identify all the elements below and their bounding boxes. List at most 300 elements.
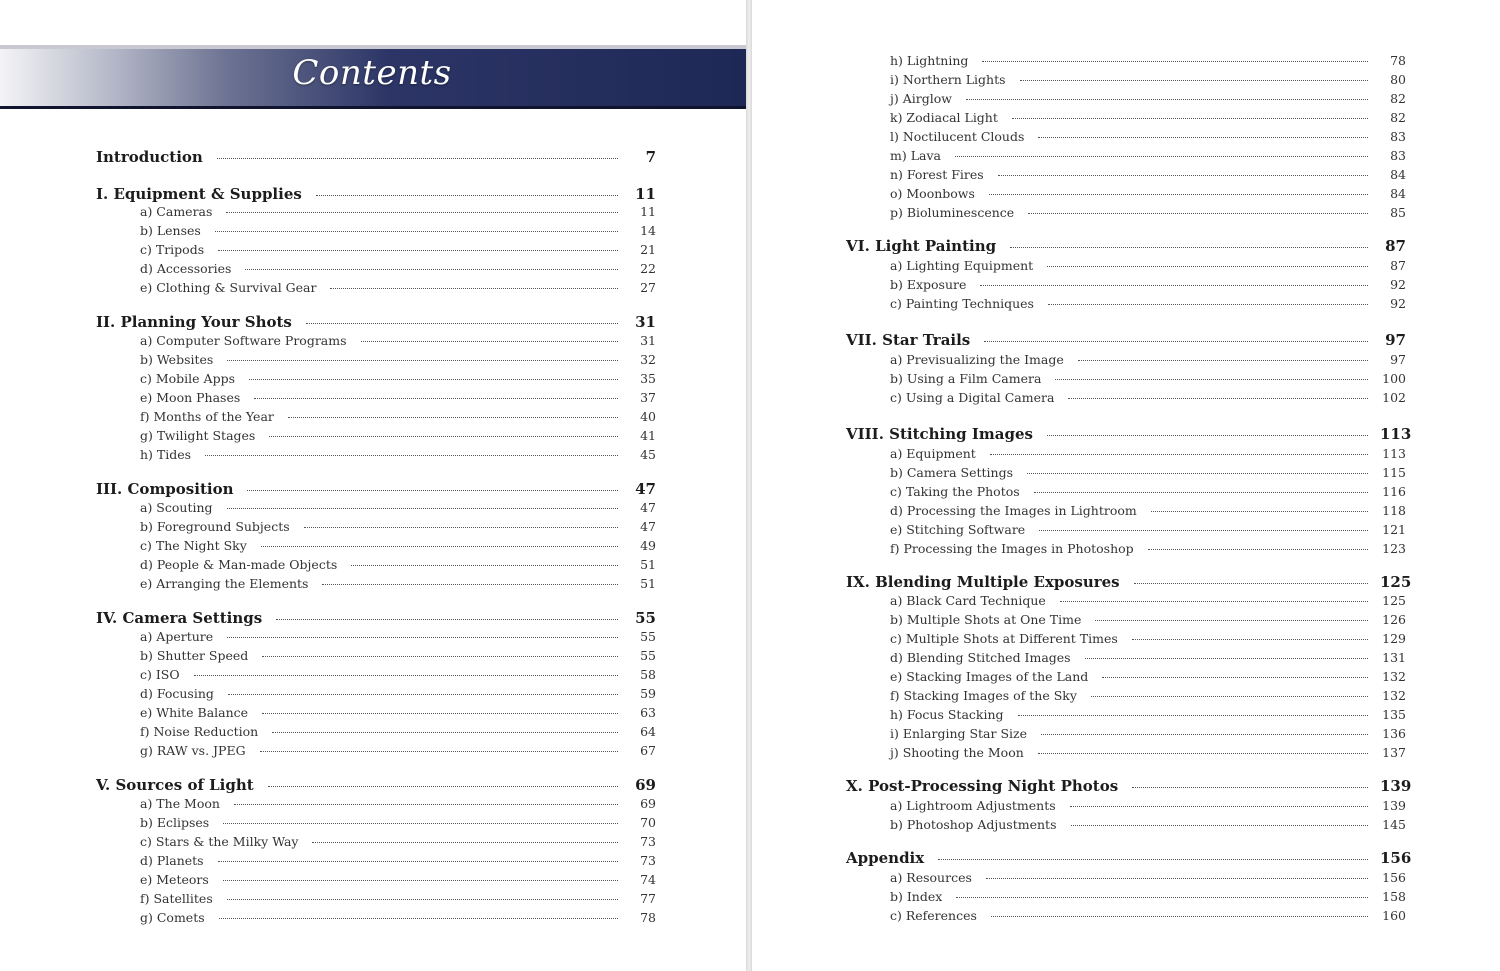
dot-leader: [938, 859, 1368, 860]
toc-section-row[interactable]: [96, 409, 656, 427]
toc-entry-title: c) References: [890, 908, 977, 923]
toc-entry-title: b) Shutter Speed: [140, 648, 249, 663]
dot-leader: [304, 527, 618, 528]
dot-leader: [1038, 137, 1368, 138]
page-number: 11: [640, 204, 656, 219]
dot-leader: [306, 323, 618, 324]
toc-section-row[interactable]: [96, 557, 656, 575]
toc-entry-title: b) Camera Settings: [890, 465, 1013, 480]
toc-section-row[interactable]: [96, 705, 656, 723]
toc-chapter-row[interactable]: [846, 573, 1412, 591]
page-number: 84: [1390, 167, 1406, 182]
toc-section-row[interactable]: [846, 707, 1406, 725]
page-number: 118: [1382, 503, 1406, 518]
toc-section-row[interactable]: [846, 371, 1406, 389]
toc-section-row[interactable]: [846, 129, 1406, 147]
toc-entry-title: g) Twilight Stages: [140, 428, 256, 443]
dot-leader: [205, 455, 618, 456]
toc-entry-title: i) Enlarging Star Size: [890, 726, 1028, 741]
page-number: 45: [640, 447, 656, 462]
page-number: 55: [640, 648, 656, 663]
dot-leader: [1047, 435, 1368, 436]
toc-entry-title: a) Aperture: [140, 629, 214, 644]
page-number: 113: [1380, 425, 1412, 443]
page-number: 87: [1390, 258, 1406, 273]
toc-entry-title: IX. Blending Multiple Exposures: [846, 573, 1120, 591]
page-number: 64: [640, 724, 656, 739]
toc-entry-title: c) Painting Techniques: [890, 296, 1034, 311]
toc-entry-title: c) Multiple Shots at Different Times: [890, 631, 1118, 646]
dot-leader: [268, 786, 618, 787]
dot-leader: [998, 175, 1368, 176]
toc-entry-title: h) Focus Stacking: [890, 707, 1004, 722]
toc-section-row[interactable]: [846, 72, 1406, 90]
toc-entry-title: a) Previsualizing the Image: [890, 352, 1064, 367]
toc-entry-title: n) Forest Fires: [890, 167, 984, 182]
toc-entry-title: c) Tripods: [140, 242, 205, 257]
toc-section-row[interactable]: [96, 853, 656, 871]
page-number: 77: [640, 891, 656, 906]
toc-section-row[interactable]: [846, 669, 1406, 687]
page-number: 85: [1390, 205, 1406, 220]
toc-entry-title: f) Satellites: [140, 891, 213, 906]
toc-section-row[interactable]: [846, 631, 1406, 649]
page-number: 131: [1382, 650, 1406, 665]
dot-leader: [261, 546, 618, 547]
toc-entry-title: j) Shooting the Moon: [890, 745, 1024, 760]
dot-leader: [1020, 80, 1368, 81]
toc-section-row[interactable]: [846, 726, 1406, 744]
toc-chapter-row[interactable]: [96, 185, 656, 203]
dot-leader: [260, 751, 618, 752]
toc-entry-title: IV. Camera Settings: [96, 609, 263, 627]
toc-section-row[interactable]: [846, 167, 1406, 185]
page-number: 139: [1380, 777, 1412, 795]
dot-leader: [262, 656, 618, 657]
dot-leader: [322, 584, 618, 585]
toc-entry-title: c) ISO: [140, 667, 180, 682]
page-number: 73: [640, 853, 656, 868]
dot-leader: [312, 842, 618, 843]
toc-section-row[interactable]: [846, 53, 1406, 71]
page-number: 74: [640, 872, 656, 887]
dot-leader: [1070, 806, 1368, 807]
page-title: Contents: [292, 53, 452, 93]
page-number: 47: [640, 519, 656, 534]
page-number: 73: [640, 834, 656, 849]
toc-entry-title: I. Equipment & Supplies: [96, 185, 302, 203]
toc-section-row[interactable]: [96, 428, 656, 446]
dot-leader: [1047, 266, 1368, 267]
toc-section-row[interactable]: [96, 872, 656, 890]
toc-entry-title: l) Noctilucent Clouds: [890, 129, 1025, 144]
page-number: 32: [640, 352, 656, 367]
toc-entry-title: h) Lightning: [890, 53, 969, 68]
toc-entry-title: e) Stitching Software: [890, 522, 1026, 537]
toc-entry-title: b) Foreground Subjects: [140, 519, 290, 534]
dot-leader: [1041, 734, 1368, 735]
dot-leader: [1060, 601, 1368, 602]
toc-section-row[interactable]: [846, 503, 1406, 521]
dot-leader: [1055, 379, 1368, 380]
toc-entry-title: f) Noise Reduction: [140, 724, 259, 739]
toc-section-row[interactable]: [96, 390, 656, 408]
toc-entry-title: k) Zodiacal Light: [890, 110, 998, 125]
dot-leader: [1132, 639, 1368, 640]
left-page: [0, 0, 748, 971]
dot-leader: [227, 637, 618, 638]
toc-entry-title: d) Blending Stitched Images: [890, 650, 1071, 665]
toc-entry-title: a) Lighting Equipment: [890, 258, 1034, 273]
dot-leader: [1091, 696, 1368, 697]
dot-leader: [956, 897, 1368, 898]
toc-section-row[interactable]: [846, 277, 1406, 295]
dot-leader: [1151, 511, 1368, 512]
toc-section-row[interactable]: [846, 148, 1406, 166]
toc-section-row[interactable]: [96, 223, 656, 241]
dot-leader: [1028, 213, 1368, 214]
toc-entry-title: o) Moonbows: [890, 186, 975, 201]
toc-section-row[interactable]: [846, 593, 1406, 611]
dot-leader: [955, 156, 1368, 157]
dot-leader: [316, 195, 618, 196]
page-number: 84: [1390, 186, 1406, 201]
toc-section-row[interactable]: [846, 390, 1406, 408]
toc-section-row[interactable]: [846, 296, 1406, 314]
toc-entry-title: e) Moon Phases: [140, 390, 241, 405]
toc-left-column: [96, 0, 656, 971]
toc-section-row[interactable]: [96, 667, 656, 685]
toc-section-row[interactable]: [96, 261, 656, 279]
dot-leader: [234, 804, 618, 805]
toc-entry-title: m) Lava: [890, 148, 941, 163]
toc-section-row[interactable]: [846, 817, 1406, 835]
page-number: 55: [635, 609, 656, 627]
toc-section-row[interactable]: [96, 724, 656, 742]
dot-leader: [288, 417, 618, 418]
page-number: 31: [640, 333, 656, 348]
page-number: 92: [1390, 296, 1406, 311]
dot-leader: [990, 454, 1368, 455]
page-number: 83: [1390, 148, 1406, 163]
page-number: 27: [640, 280, 656, 295]
toc-entry-title: f) Processing the Images in Photoshop: [890, 541, 1134, 556]
toc-entry-title: g) Comets: [140, 910, 205, 925]
toc-chapter-row[interactable]: [96, 148, 656, 166]
toc-section-row[interactable]: [846, 612, 1406, 630]
dot-leader: [254, 398, 618, 399]
dot-leader: [984, 341, 1368, 342]
page-number: 41: [640, 428, 656, 443]
toc-section-row[interactable]: [96, 538, 656, 556]
page-number: 82: [1390, 91, 1406, 106]
dot-leader: [1132, 787, 1368, 788]
toc-section-row[interactable]: [846, 908, 1406, 926]
toc-section-row[interactable]: [846, 446, 1406, 464]
toc-entry-title: b) Photoshop Adjustments: [890, 817, 1057, 832]
page-number: 59: [640, 686, 656, 701]
toc-section-row[interactable]: [846, 688, 1406, 706]
toc-entry-title: a) Black Card Technique: [890, 593, 1046, 608]
toc-entry-title: d) Accessories: [140, 261, 232, 276]
page-number: 82: [1390, 110, 1406, 125]
toc-chapter-row[interactable]: [846, 237, 1406, 255]
right-page: [752, 0, 1500, 971]
page-number: 63: [640, 705, 656, 720]
page-number: 132: [1382, 669, 1406, 684]
toc-section-row[interactable]: [846, 205, 1406, 223]
page-number: 97: [1385, 331, 1406, 349]
toc-section-row[interactable]: [96, 796, 656, 814]
page-number: 125: [1382, 593, 1406, 608]
dot-leader: [218, 861, 618, 862]
toc-entry-title: a) Scouting: [140, 500, 213, 515]
page-number: 51: [640, 576, 656, 591]
toc-entry-title: e) Clothing & Survival Gear: [140, 280, 317, 295]
toc-section-row[interactable]: [96, 648, 656, 666]
dot-leader: [249, 379, 618, 380]
toc-entry-title: e) Meteors: [140, 872, 209, 887]
page-number: 37: [640, 390, 656, 405]
dot-leader: [276, 619, 618, 620]
page-number: 116: [1382, 484, 1406, 499]
toc-section-row[interactable]: [846, 745, 1406, 763]
toc-section-row[interactable]: [96, 686, 656, 704]
dot-leader: [1018, 715, 1368, 716]
dot-leader: [1071, 825, 1369, 826]
page-number: 55: [640, 629, 656, 644]
dot-leader: [218, 250, 618, 251]
toc-entry-title: VII. Star Trails: [846, 331, 971, 349]
dot-leader: [247, 490, 618, 491]
toc-entry-title: V. Sources of Light: [96, 776, 254, 794]
toc-entry-title: b) Multiple Shots at One Time: [890, 612, 1082, 627]
dot-leader: [1038, 753, 1368, 754]
page-number: 156: [1382, 870, 1406, 885]
toc-entry-title: c) Stars & the Milky Way: [140, 834, 299, 849]
toc-entry-title: b) Using a Film Camera: [890, 371, 1042, 386]
page-number: 123: [1382, 541, 1406, 556]
page-number: 51: [640, 557, 656, 572]
page-number: 78: [640, 910, 656, 925]
toc-chapter-row[interactable]: [846, 777, 1412, 795]
toc-chapter-row[interactable]: [96, 313, 656, 331]
toc-entry-title: c) Using a Digital Camera: [890, 390, 1055, 405]
toc-section-row[interactable]: [96, 629, 656, 647]
page-number: 69: [640, 796, 656, 811]
toc-section-row[interactable]: [846, 522, 1406, 540]
toc-section-row[interactable]: [846, 352, 1406, 370]
dot-leader: [228, 694, 618, 695]
page-number: 87: [1385, 237, 1406, 255]
toc-entry-title: c) Taking the Photos: [890, 484, 1020, 499]
dot-leader: [1095, 620, 1368, 621]
dot-leader: [361, 341, 618, 342]
toc-chapter-row[interactable]: [846, 331, 1406, 349]
toc-section-row[interactable]: [96, 204, 656, 222]
toc-entry-title: j) Airglow: [890, 91, 952, 106]
toc-section-row[interactable]: [846, 186, 1406, 204]
dot-leader: [1078, 360, 1368, 361]
toc-entry-title: d) People & Man-made Objects: [140, 557, 338, 572]
dot-leader: [215, 231, 618, 232]
dot-leader: [991, 916, 1368, 917]
page-number: 22: [640, 261, 656, 276]
toc-chapter-row[interactable]: [96, 609, 656, 627]
toc-section-row[interactable]: [96, 333, 656, 351]
dot-leader: [1148, 549, 1368, 550]
toc-entry-title: h) Tides: [140, 447, 192, 462]
toc-entry-title: p) Bioluminescence: [890, 205, 1015, 220]
page-number: 160: [1382, 908, 1406, 923]
toc-section-row[interactable]: [846, 91, 1406, 109]
toc-entry-title: f) Months of the Year: [140, 409, 274, 424]
page-number: 145: [1382, 817, 1406, 832]
dot-leader: [219, 918, 618, 919]
toc-entry-title: III. Composition: [96, 480, 234, 498]
toc-section-row[interactable]: [846, 110, 1406, 128]
toc-section-row[interactable]: [846, 541, 1406, 559]
dot-leader: [223, 880, 618, 881]
page-number: 121: [1382, 522, 1406, 537]
toc-entry-title: d) Planets: [140, 853, 204, 868]
toc-entry-title: c) The Night Sky: [140, 538, 247, 553]
page-number: 78: [1390, 53, 1406, 68]
dot-leader: [194, 675, 618, 676]
dot-leader: [245, 269, 618, 270]
page-number: 14: [640, 223, 656, 238]
toc-chapter-row[interactable]: [96, 480, 656, 498]
toc-entry-title: d) Processing the Images in Lightroom: [890, 503, 1137, 518]
dot-leader: [227, 360, 618, 361]
page-number: 126: [1382, 612, 1406, 627]
dot-leader: [330, 288, 618, 289]
toc-section-row[interactable]: [96, 743, 656, 761]
toc-entry-title: d) Focusing: [140, 686, 214, 701]
dot-leader: [1034, 492, 1368, 493]
toc-entry-title: a) The Moon: [140, 796, 220, 811]
toc-entry-title: a) Resources: [890, 870, 972, 885]
toc-entry-title: i) Northern Lights: [890, 72, 1006, 87]
dot-leader: [1068, 398, 1368, 399]
toc-entry-title: Introduction: [96, 148, 203, 166]
toc-section-row[interactable]: [96, 447, 656, 465]
toc-entry-title: a) Equipment: [890, 446, 976, 461]
toc-section-row[interactable]: [96, 519, 656, 537]
toc-chapter-row[interactable]: [96, 776, 656, 794]
dot-leader: [1012, 118, 1368, 119]
page-number: 129: [1382, 631, 1406, 646]
toc-entry-title: a) Cameras: [140, 204, 213, 219]
dot-leader: [351, 565, 618, 566]
dot-leader: [1134, 583, 1368, 584]
page-number: 7: [645, 148, 656, 166]
toc-section-row[interactable]: [96, 891, 656, 909]
dot-leader: [980, 285, 1368, 286]
toc-entry-title: X. Post-Processing Night Photos: [846, 777, 1119, 795]
toc-section-row[interactable]: [846, 798, 1406, 816]
page-number: 139: [1382, 798, 1406, 813]
dot-leader: [1102, 677, 1368, 678]
page-number: 40: [640, 409, 656, 424]
toc-section-row[interactable]: [846, 258, 1406, 276]
toc-section-row[interactable]: [846, 465, 1406, 483]
toc-section-row[interactable]: [96, 352, 656, 370]
toc-section-row[interactable]: [846, 889, 1406, 907]
dot-leader: [1027, 473, 1368, 474]
page-number: 113: [1382, 446, 1406, 461]
page-number: 158: [1382, 889, 1406, 904]
dot-leader: [1085, 658, 1368, 659]
dot-leader: [272, 732, 618, 733]
page-number: 69: [635, 776, 656, 794]
page-number: 47: [635, 480, 656, 498]
page-number: 49: [640, 538, 656, 553]
toc-section-row[interactable]: [96, 576, 656, 594]
toc-chapter-row[interactable]: [846, 849, 1412, 867]
page-number: 21: [640, 242, 656, 257]
toc-entry-title: g) RAW vs. JPEG: [140, 743, 246, 758]
page-number: 132: [1382, 688, 1406, 703]
toc-section-row[interactable]: [846, 650, 1406, 668]
page-number: 35: [640, 371, 656, 386]
toc-section-row[interactable]: [96, 910, 656, 928]
toc-section-row[interactable]: [96, 815, 656, 833]
page-number: 136: [1382, 726, 1406, 741]
toc-entry-title: b) Index: [890, 889, 943, 904]
page-number: 156: [1380, 849, 1412, 867]
toc-section-row[interactable]: [96, 371, 656, 389]
toc-entry-title: a) Computer Software Programs: [140, 333, 347, 348]
dot-leader: [1010, 247, 1368, 248]
page-number: 100: [1382, 371, 1406, 386]
page-number: 83: [1390, 129, 1406, 144]
toc-section-row[interactable]: [846, 870, 1406, 888]
page-number: 102: [1382, 390, 1406, 405]
toc-section-row[interactable]: [846, 484, 1406, 502]
page-number: 80: [1390, 72, 1406, 87]
dot-leader: [982, 61, 1368, 62]
page-number: 115: [1382, 465, 1406, 480]
dot-leader: [986, 878, 1368, 879]
page-number: 11: [635, 185, 656, 203]
page-number: 135: [1382, 707, 1406, 722]
dot-leader: [226, 212, 618, 213]
page-number: 67: [640, 743, 656, 758]
page-number: 137: [1382, 745, 1406, 760]
toc-chapter-row[interactable]: [846, 425, 1412, 443]
dot-leader: [989, 194, 1368, 195]
dot-leader: [227, 508, 618, 509]
page-number: 58: [640, 667, 656, 682]
toc-section-row[interactable]: [96, 280, 656, 298]
toc-entry-title: Appendix: [846, 849, 925, 867]
toc-section-row[interactable]: [96, 242, 656, 260]
toc-section-row[interactable]: [96, 834, 656, 852]
toc-entry-title: f) Stacking Images of the Sky: [890, 688, 1077, 703]
toc-entry-title: a) Lightroom Adjustments: [890, 798, 1056, 813]
toc-section-row[interactable]: [96, 500, 656, 518]
toc-entry-title: VIII. Stitching Images: [846, 425, 1033, 443]
page-number: 92: [1390, 277, 1406, 292]
toc-right-column: [846, 0, 1412, 971]
dot-leader: [1048, 304, 1368, 305]
toc-entry-title: b) Exposure: [890, 277, 967, 292]
page-number: 70: [640, 815, 656, 830]
toc-entry-title: e) Stacking Images of the Land: [890, 669, 1089, 684]
page-number: 47: [640, 500, 656, 515]
toc-entry-title: b) Websites: [140, 352, 214, 367]
